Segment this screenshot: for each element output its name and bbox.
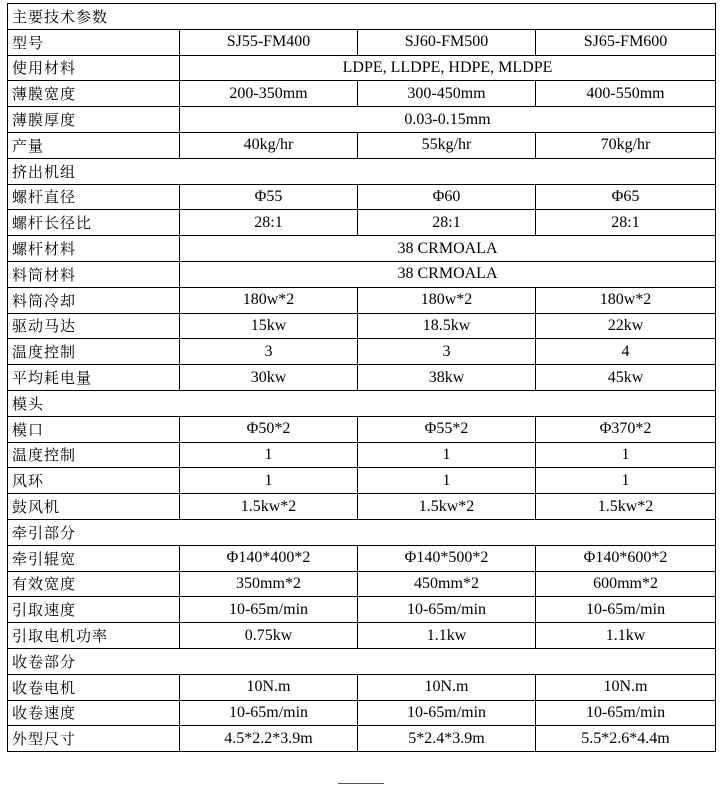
value-cell: 1.5kw*2 bbox=[180, 494, 358, 520]
value-cell: 300-450mm bbox=[358, 81, 536, 107]
value-cell: 1 bbox=[536, 442, 716, 468]
value-cell: 28:1 bbox=[358, 210, 536, 236]
table-row bbox=[8, 287, 716, 313]
table-row bbox=[8, 494, 716, 520]
value-cell: 22kw bbox=[536, 313, 716, 339]
value-cell: 10-65m/min bbox=[358, 597, 536, 623]
row-label: 收卷速度 bbox=[8, 700, 180, 726]
value-cell: 10-65m/min bbox=[536, 700, 716, 726]
value-cell: 45kw bbox=[536, 365, 716, 391]
value-cell: 40kg/hr bbox=[180, 132, 358, 158]
merged-value-cell: LDPE, LLDPE, HDPE, MLDPE bbox=[180, 55, 716, 81]
section-title: 牵引部分 bbox=[8, 519, 716, 545]
table-row bbox=[8, 700, 716, 726]
value-cell: 450mm*2 bbox=[358, 571, 536, 597]
spec-table bbox=[7, 3, 716, 752]
section-title: 收卷部分 bbox=[8, 648, 716, 674]
table-row bbox=[8, 674, 716, 700]
value-cell: 10-65m/min bbox=[180, 597, 358, 623]
value-cell: 10-65m/min bbox=[536, 597, 716, 623]
row-label: 料筒冷却 bbox=[8, 287, 180, 313]
merged-value-cell: 0.03-0.15mm bbox=[180, 107, 716, 133]
value-cell: 10N.m bbox=[358, 674, 536, 700]
value-cell: 1.5kw*2 bbox=[536, 494, 716, 520]
value-cell: 18.5kw bbox=[358, 313, 536, 339]
table-row bbox=[8, 313, 716, 339]
value-cell: 1 bbox=[180, 468, 358, 494]
value-cell: 28:1 bbox=[536, 210, 716, 236]
table-row bbox=[8, 29, 716, 55]
value-cell: 1.1kw bbox=[536, 623, 716, 649]
row-label: 风环 bbox=[8, 468, 180, 494]
spec-table-body bbox=[8, 4, 716, 752]
value-cell: Φ65 bbox=[536, 184, 716, 210]
value-cell: Φ140*400*2 bbox=[180, 545, 358, 571]
value-cell: 28:1 bbox=[180, 210, 358, 236]
table-row bbox=[8, 339, 716, 365]
section-title: 挤出机组 bbox=[8, 158, 716, 184]
merged-value-cell: 38 CRMOALA bbox=[180, 236, 716, 262]
row-label: 温度控制 bbox=[8, 339, 180, 365]
row-label: 螺杆材料 bbox=[8, 236, 180, 262]
value-cell: 1.1kw bbox=[358, 623, 536, 649]
row-label: 有效宽度 bbox=[8, 571, 180, 597]
table-row bbox=[8, 132, 716, 158]
row-label: 收卷电机 bbox=[8, 674, 180, 700]
value-cell: 180w*2 bbox=[536, 287, 716, 313]
row-label: 牵引辊宽 bbox=[8, 545, 180, 571]
section-row bbox=[8, 519, 716, 545]
value-cell: 180w*2 bbox=[358, 287, 536, 313]
value-cell: 350mm*2 bbox=[180, 571, 358, 597]
row-label: 产量 bbox=[8, 132, 180, 158]
row-label: 温度控制 bbox=[8, 442, 180, 468]
value-cell: SJ60-FM500 bbox=[358, 29, 536, 55]
value-cell: 600mm*2 bbox=[536, 571, 716, 597]
row-label: 引取速度 bbox=[8, 597, 180, 623]
row-label: 使用材料 bbox=[8, 55, 180, 81]
value-cell: 70kg/hr bbox=[536, 132, 716, 158]
value-cell: 180w*2 bbox=[180, 287, 358, 313]
table-row bbox=[8, 416, 716, 442]
table-row bbox=[8, 107, 716, 133]
value-cell: 400-550mm bbox=[536, 81, 716, 107]
table-row bbox=[8, 571, 716, 597]
table-row bbox=[8, 365, 716, 391]
row-label: 螺杆直径 bbox=[8, 184, 180, 210]
value-cell: 200-350mm bbox=[180, 81, 358, 107]
table-row bbox=[8, 597, 716, 623]
section-title: 模头 bbox=[8, 390, 716, 416]
row-label: 外型尺寸 bbox=[8, 726, 180, 752]
value-cell: SJ65-FM600 bbox=[536, 29, 716, 55]
section-title: 主要技术参数 bbox=[8, 4, 716, 30]
value-cell: Φ140*500*2 bbox=[358, 545, 536, 571]
value-cell: 1 bbox=[358, 442, 536, 468]
table-row bbox=[8, 545, 716, 571]
row-label: 薄膜宽度 bbox=[8, 81, 180, 107]
value-cell: 1 bbox=[358, 468, 536, 494]
value-cell: Φ55 bbox=[180, 184, 358, 210]
table-row bbox=[8, 81, 716, 107]
merged-value-cell: 38 CRMOALA bbox=[180, 261, 716, 287]
table-row bbox=[8, 261, 716, 287]
value-cell: Φ140*600*2 bbox=[536, 545, 716, 571]
section-row bbox=[8, 648, 716, 674]
value-cell: 1.5kw*2 bbox=[358, 494, 536, 520]
value-cell: 3 bbox=[180, 339, 358, 365]
value-cell: 10N.m bbox=[180, 674, 358, 700]
bottom-rule bbox=[338, 783, 384, 784]
row-label: 螺杆长径比 bbox=[8, 210, 180, 236]
row-label: 型号 bbox=[8, 29, 180, 55]
value-cell: Φ50*2 bbox=[180, 416, 358, 442]
row-label: 料筒材料 bbox=[8, 261, 180, 287]
value-cell: Φ60 bbox=[358, 184, 536, 210]
value-cell: 4.5*2.2*3.9m bbox=[180, 726, 358, 752]
value-cell: 10-65m/min bbox=[180, 700, 358, 726]
row-label: 薄膜厚度 bbox=[8, 107, 180, 133]
value-cell: 30kw bbox=[180, 365, 358, 391]
value-cell: 1 bbox=[536, 468, 716, 494]
row-label: 引取电机功率 bbox=[8, 623, 180, 649]
table-row bbox=[8, 210, 716, 236]
value-cell: 3 bbox=[358, 339, 536, 365]
value-cell: Φ55*2 bbox=[358, 416, 536, 442]
section-row bbox=[8, 4, 716, 30]
value-cell: 0.75kw bbox=[180, 623, 358, 649]
table-row bbox=[8, 442, 716, 468]
value-cell: SJ55-FM400 bbox=[180, 29, 358, 55]
section-row bbox=[8, 158, 716, 184]
table-row bbox=[8, 236, 716, 262]
row-label: 驱动马达 bbox=[8, 313, 180, 339]
table-row bbox=[8, 726, 716, 752]
row-label: 平均耗电量 bbox=[8, 365, 180, 391]
row-label: 模口 bbox=[8, 416, 180, 442]
section-row bbox=[8, 390, 716, 416]
value-cell: Φ370*2 bbox=[536, 416, 716, 442]
table-row bbox=[8, 623, 716, 649]
value-cell: 55kg/hr bbox=[358, 132, 536, 158]
value-cell: 4 bbox=[536, 339, 716, 365]
row-label: 鼓风机 bbox=[8, 494, 180, 520]
value-cell: 1 bbox=[180, 442, 358, 468]
value-cell: 38kw bbox=[358, 365, 536, 391]
value-cell: 5.5*2.6*4.4m bbox=[536, 726, 716, 752]
table-row bbox=[8, 468, 716, 494]
table-row bbox=[8, 184, 716, 210]
value-cell: 10-65m/min bbox=[358, 700, 536, 726]
value-cell: 5*2.4*3.9m bbox=[358, 726, 536, 752]
table-row bbox=[8, 55, 716, 81]
value-cell: 10N.m bbox=[536, 674, 716, 700]
value-cell: 15kw bbox=[180, 313, 358, 339]
